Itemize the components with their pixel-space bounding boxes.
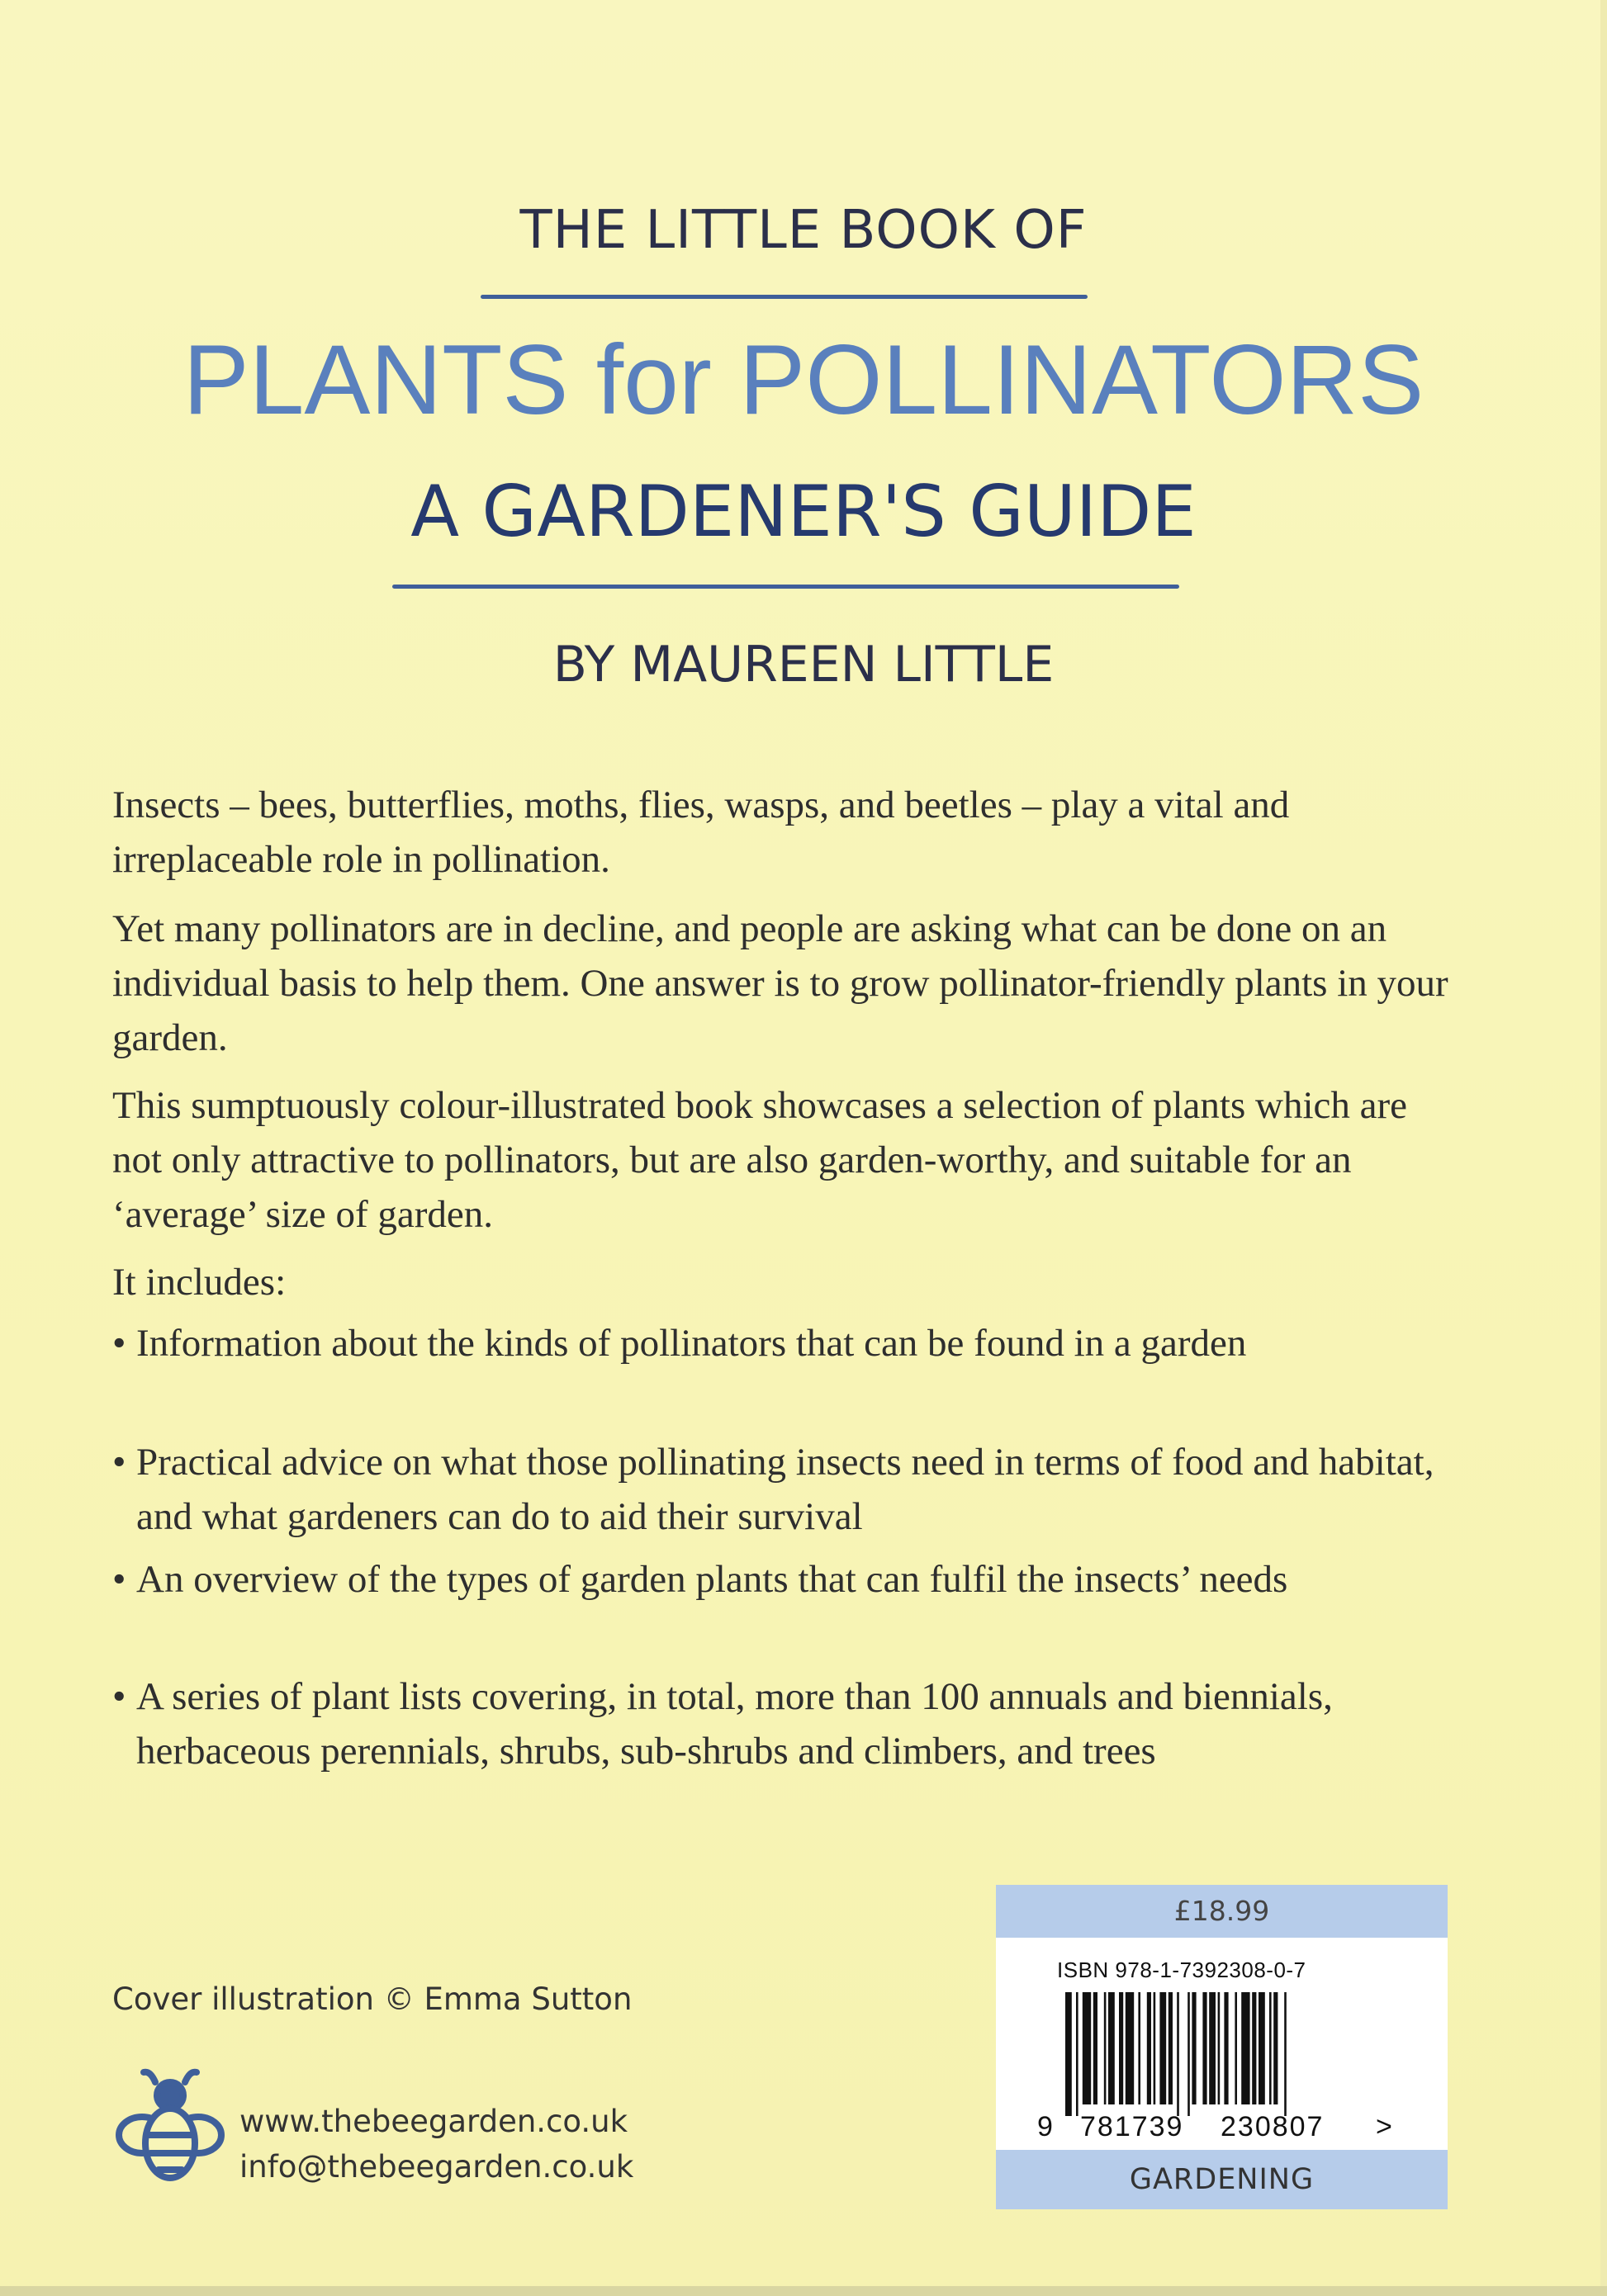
page-edge-bottom xyxy=(0,2286,1607,2296)
barcode-bar xyxy=(1065,1992,1072,2116)
barcode-bar xyxy=(1126,1992,1134,2104)
list-item xyxy=(112,1435,1450,1544)
barcode-bar xyxy=(1192,1992,1196,2104)
barcode-bar xyxy=(1209,1992,1216,2104)
barcode-panel xyxy=(996,1938,1448,2150)
barcode-bar xyxy=(1202,1992,1206,2104)
barcode-bar xyxy=(1093,1992,1097,2104)
barcode-bar xyxy=(1104,1992,1107,2104)
barcode-bar xyxy=(1252,1992,1256,2104)
barcode-bar xyxy=(1224,1992,1228,2104)
barcode-bar xyxy=(1169,1992,1173,2104)
list-item-text: An overview of the types of garden plants that can fulfil the insects’ needs xyxy=(136,1558,1288,1601)
barcode-digits-left: 781739 xyxy=(1080,2111,1184,2142)
contact-links xyxy=(239,2099,633,2189)
book-title: PLANTS for POLLINATORS xyxy=(183,324,1424,435)
barcode-bar xyxy=(1177,1992,1179,2116)
email-link[interactable]: info@thebeegarden.co.uk xyxy=(239,2149,634,2185)
price-label: £18.99 xyxy=(996,1885,1448,1938)
list-item xyxy=(112,1669,1450,1778)
author-line: BY MAUREEN LITTLE xyxy=(552,636,1055,694)
barcode-digits-right: 230807 xyxy=(1221,2111,1325,2142)
blurb-paragraph-3: This sumptuously colour-illustrated book showcases a selection of plants which are not only attractive to pollinators, but are also garden-worthy, and suitable for an ‘average’ size of garden. xyxy=(112,1084,1408,1236)
barcode-bar xyxy=(1119,1992,1123,2104)
includes-heading: It includes: xyxy=(112,1261,287,1304)
bullet-mark: • xyxy=(112,1675,126,1718)
list-item xyxy=(112,1316,1450,1370)
book-subtitle: A GARDENER'S GUIDE xyxy=(410,471,1197,553)
bottom-divider xyxy=(392,585,1179,589)
barcode-bar xyxy=(1269,1992,1272,2104)
category-label: GARDENING xyxy=(996,2150,1448,2209)
barcode-bar xyxy=(1284,1992,1287,2116)
list-item-text: A series of plant lists covering, in total, more than 100 annuals and biennials, herbaceous perennials, shrubs, sub-shrubs and climbers, and trees xyxy=(136,1675,1333,1773)
list-item xyxy=(112,1552,1450,1607)
barcode-bar xyxy=(1154,1992,1156,2104)
barcode-bar xyxy=(1273,1992,1278,2104)
bullet-mark: • xyxy=(112,1558,126,1601)
page-edge-right xyxy=(1600,0,1607,2296)
barcode-bar xyxy=(1083,1992,1091,2104)
barcode-digit-first: 9 xyxy=(1037,2111,1053,2142)
barcode-graphic xyxy=(1029,1989,1417,2146)
top-divider xyxy=(481,295,1088,299)
barcode-bar xyxy=(1138,1992,1140,2104)
bee-icon xyxy=(112,2064,228,2188)
website-link[interactable]: www.thebeegarden.co.uk xyxy=(239,2104,628,2139)
blurb-paragraph-2: Yet many pollinators are in decline, and people are asking what can be done on an individual basis to help them. One answer is to grow pollinator-friendly plants in your garden. xyxy=(112,907,1448,1059)
bullet-mark: • xyxy=(112,1322,126,1365)
isbn-number: ISBN 978-1-7392308-0-7 xyxy=(1057,1958,1306,1982)
barcode-bar xyxy=(1187,1992,1190,2116)
bullet-mark: • xyxy=(112,1441,126,1484)
barcode-bar xyxy=(1076,1992,1078,2116)
barcode-bar xyxy=(1259,1992,1265,2104)
blurb-paragraph-1: Insects – bees, butterflies, moths, flies, wasps, and beetles – play a vital and irreplaceable role in pollination. xyxy=(112,783,1290,881)
barcode-bar xyxy=(1159,1992,1166,2104)
barcode-bar xyxy=(1241,1992,1249,2104)
list-item-text: Information about the kinds of pollinators that can be found in a garden xyxy=(136,1322,1247,1365)
barcode-bar xyxy=(1235,1992,1237,2104)
cover-credit: Cover illustration © Emma Sutton xyxy=(112,1981,633,2017)
barcode-bar xyxy=(1108,1992,1115,2104)
list-item-text: Practical advice on what those pollinating insects need in terms of food and habitat, and what gardeners can do to aid their survival xyxy=(136,1441,1434,1538)
barcode-bar xyxy=(1147,1992,1151,2104)
barcode-bar xyxy=(1218,1992,1221,2104)
barcode-marker: > xyxy=(1376,2111,1392,2142)
series-kicker: THE LITTLE BOOK OF xyxy=(519,200,1088,261)
